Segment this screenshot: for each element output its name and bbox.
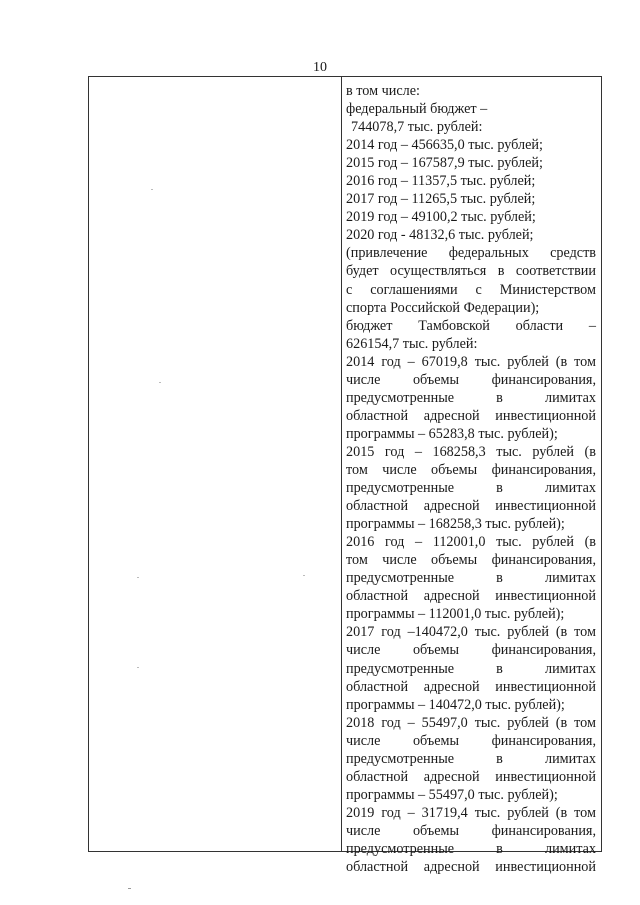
scan-speck — [151, 189, 153, 190]
text-line: предусмотренные в лимитах — [346, 389, 596, 406]
text-line: областной адресной инвестиционной — [346, 678, 596, 695]
text-line: числе объемы финансирования, — [346, 642, 596, 659]
table-left-cell — [89, 77, 342, 851]
text-line: программы – 168258,3 тыс. рублей); — [346, 516, 565, 533]
text-line: том числе объемы финансирования, — [346, 461, 596, 478]
scan-speck — [159, 382, 161, 383]
text-line: 2016 год – 112001,0 тыс. рублей (в — [346, 534, 596, 551]
text-line: 2020 год - 48132,6 тыс. рублей; — [346, 227, 534, 244]
text-line: будет осуществляться в соответствии — [346, 263, 596, 280]
text-line: предусмотренные в лимитах — [346, 660, 596, 677]
text-line: предусмотренные в лимитах — [346, 570, 596, 587]
text-line: 2015 год – 167587,9 тыс. рублей; — [346, 155, 543, 172]
text-line: 2015 год – 168258,3 тыс. рублей (в — [346, 443, 596, 460]
text-line: 2018 год – 55497,0 тыс. рублей (в том — [346, 714, 596, 731]
text-line: бюджет Тамбовской области – — [346, 317, 596, 334]
text-line: программы – 112001,0 тыс. рублей); — [346, 606, 565, 623]
funding-text — [346, 82, 596, 876]
text-line: областной адресной инвестиционной — [346, 498, 596, 515]
text-line: 2017 год – 11265,5 тыс. рублей; — [346, 191, 536, 208]
text-line: программы – 65283,8 тыс. рублей); — [346, 425, 558, 442]
text-line: 2019 год – 49100,2 тыс. рублей; — [346, 209, 536, 226]
scan-speck — [137, 667, 139, 668]
text-line: программы – 55497,0 тыс. рублей); — [346, 786, 558, 803]
text-line: программы – 140472,0 тыс. рублей); — [346, 696, 565, 713]
text-line: областной адресной инвестиционной — [346, 588, 596, 605]
text-line: 744078,7 тыс. рублей: — [351, 119, 483, 136]
scan-speck — [303, 575, 305, 576]
text-line: предусмотренные в лимитах — [346, 750, 596, 767]
text-line: спорта Российской Федерации); — [346, 299, 540, 316]
page-number: 10 — [313, 60, 327, 75]
text-line: предусмотренные в лимитах — [346, 480, 596, 497]
text-line: с соглашениями с Министерством — [346, 281, 596, 298]
text-line: числе объемы финансирования, — [346, 732, 596, 749]
text-line: числе объемы финансирования, — [346, 822, 596, 839]
text-line: 2014 год – 456635,0 тыс. рублей; — [346, 137, 543, 154]
text-line: 2019 год – 31719,4 тыс. рублей (в том — [346, 804, 596, 821]
text-line: предусмотренные в лимитах — [346, 840, 596, 857]
text-line: 2014 год – 67019,8 тыс. рублей (в том — [346, 353, 596, 370]
text-line: федеральный бюджет – — [346, 101, 488, 118]
text-line: 626154,7 тыс. рублей: — [346, 335, 478, 352]
text-line: в том числе: — [346, 83, 420, 99]
text-line: (привлечение федеральных средств — [346, 245, 596, 262]
scan-speck — [128, 888, 131, 889]
text-line: областной адресной инвестиционной — [346, 407, 596, 424]
text-line: областной адресной инвестиционной — [346, 859, 596, 876]
table-right-cell — [342, 77, 601, 876]
text-line: областной адресной инвестиционной — [346, 768, 596, 785]
document-table — [88, 76, 602, 876]
text-line: числе объемы финансирования, — [346, 371, 596, 388]
text-line: том числе объемы финансирования, — [346, 552, 596, 569]
text-line: 2017 год –140472,0 тыс. рублей (в том — [346, 624, 596, 641]
scan-speck — [137, 577, 139, 578]
text-line: 2016 год – 11357,5 тыс. рублей; — [346, 173, 536, 190]
